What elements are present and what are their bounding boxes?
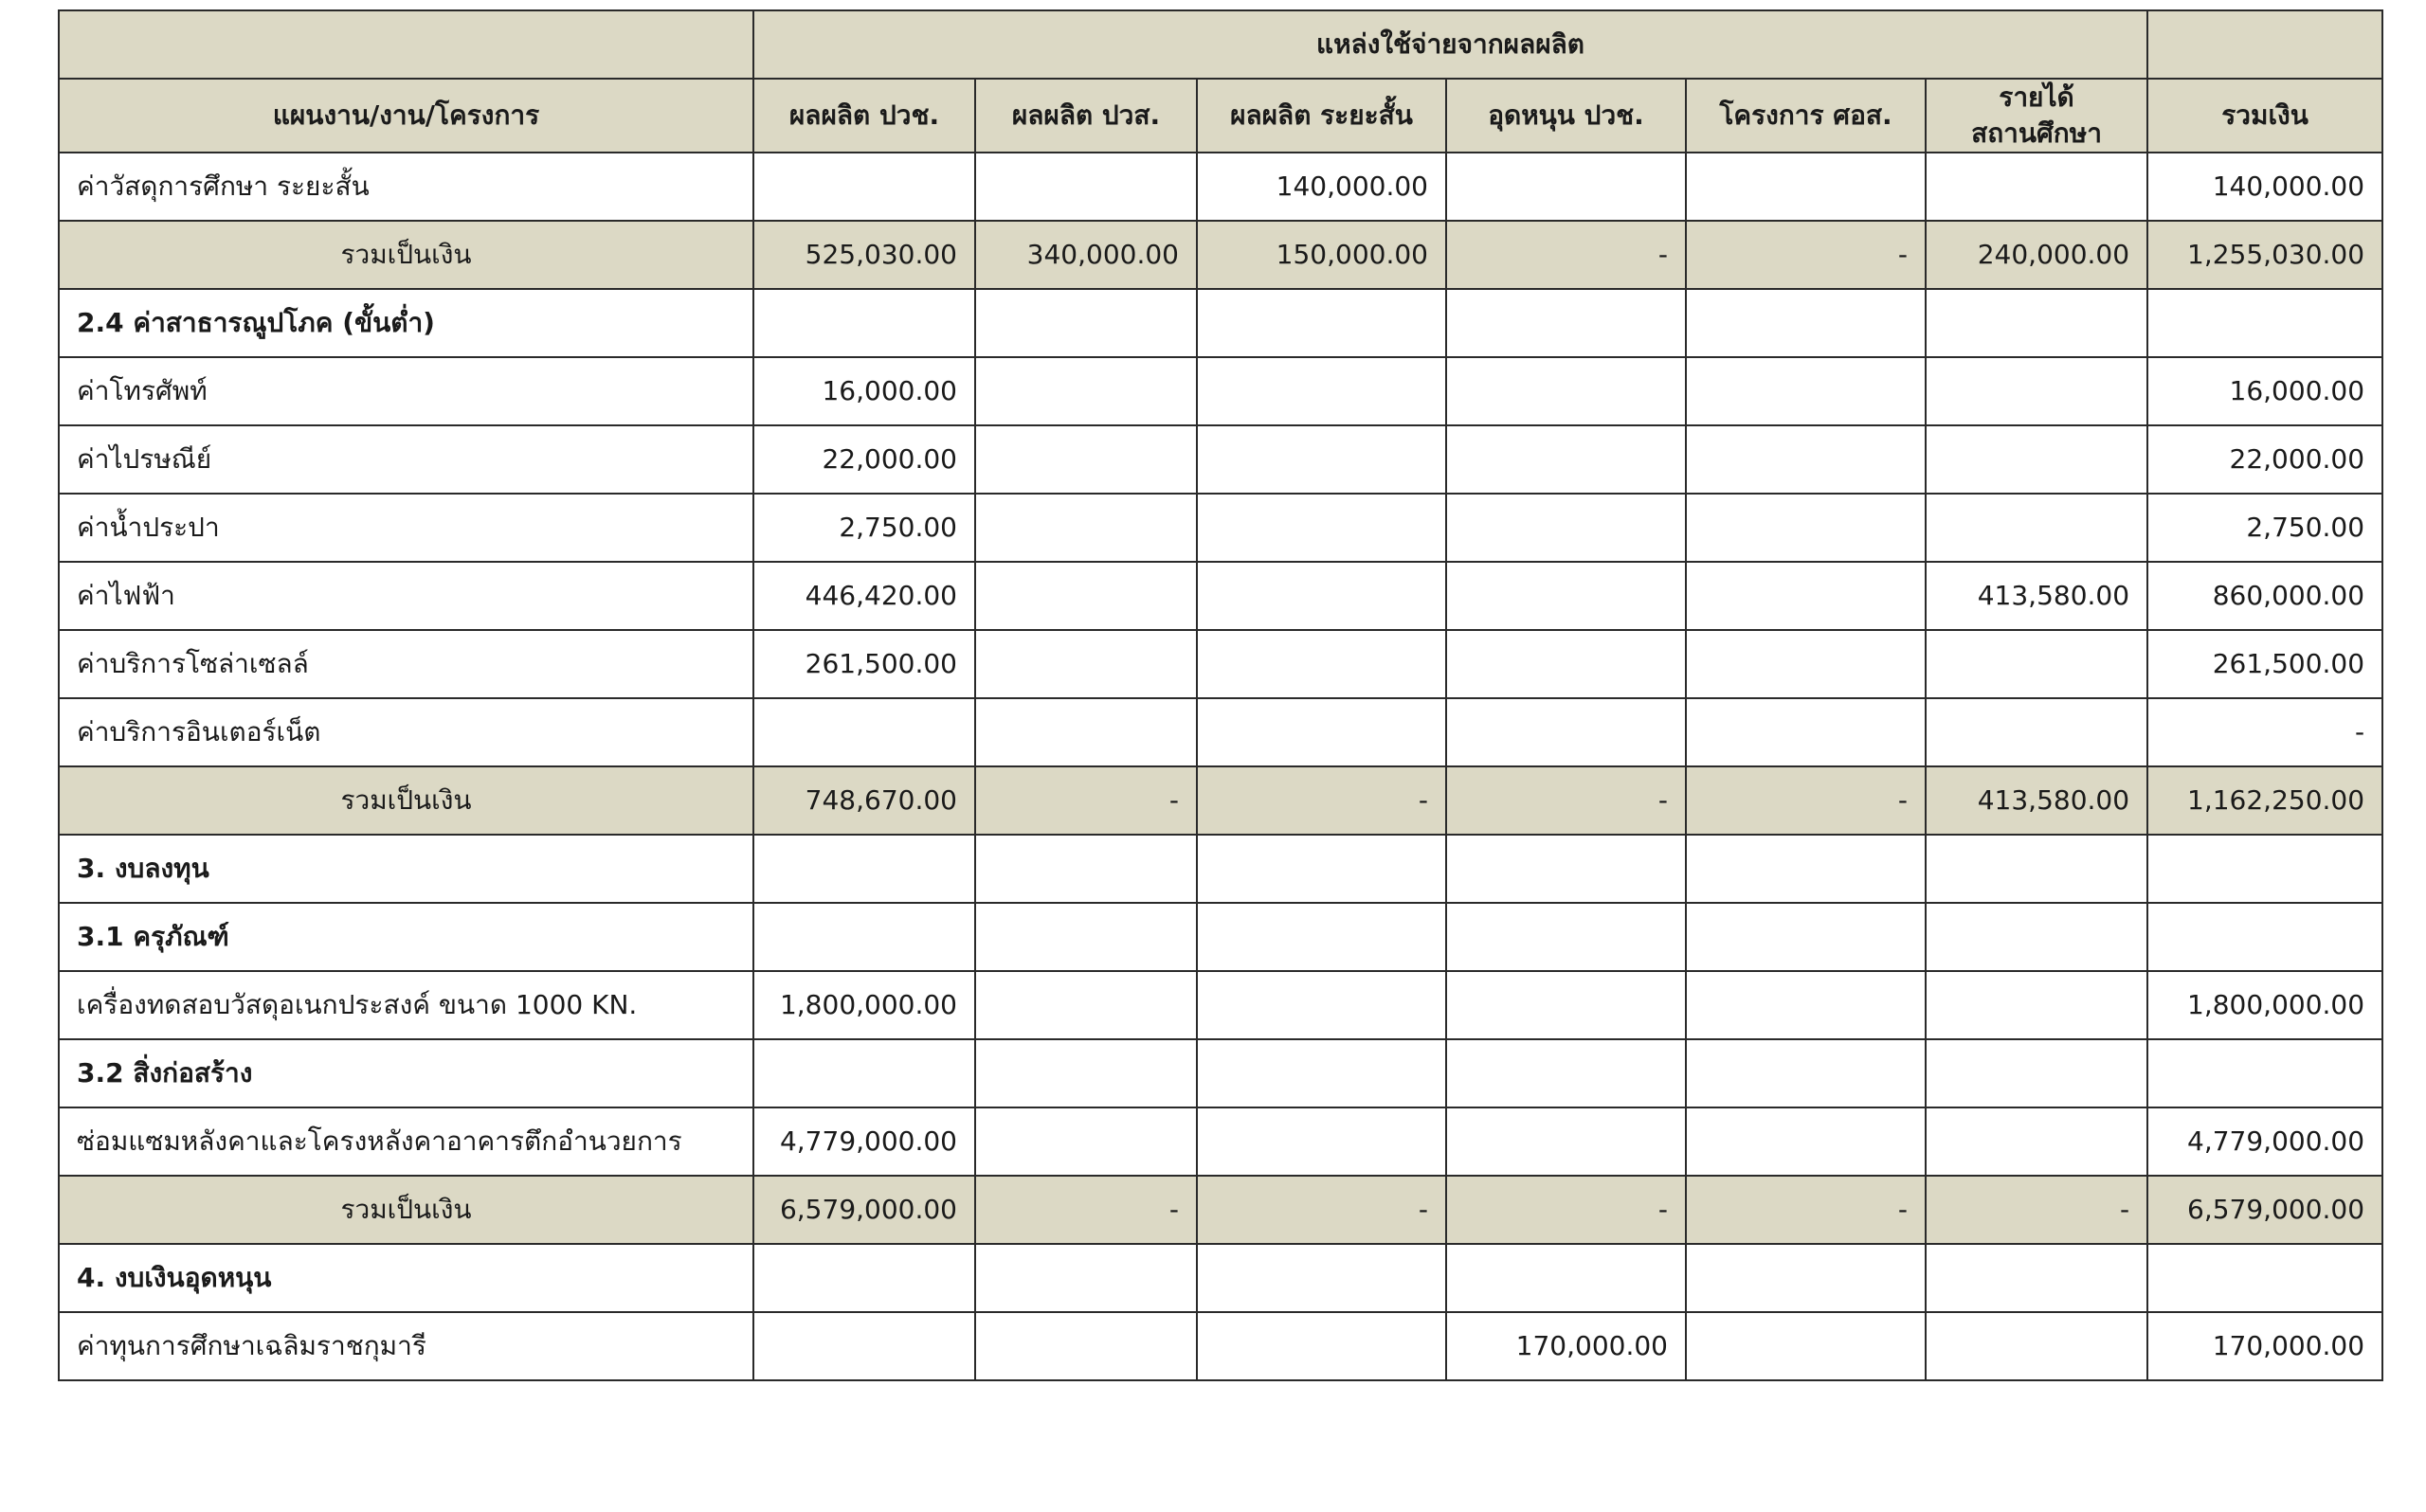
cell-income (1926, 1039, 2147, 1107)
table-row (59, 1312, 2382, 1380)
cell-pvoc: 16,000.00 (753, 357, 975, 425)
row-label: ค่าทุนการศึกษาเฉลิมราชกุมารี (59, 1312, 753, 1380)
cell-income: - (1926, 1176, 2147, 1244)
cell-pvoc: 4,779,000.00 (753, 1107, 975, 1176)
cell-subsidy (1446, 1244, 1686, 1312)
cell-total: 1,162,250.00 (2147, 766, 2382, 835)
cell-pvoc: 748,670.00 (753, 766, 975, 835)
cell-subsidy (1446, 698, 1686, 766)
cell-income (1926, 153, 2147, 221)
table-row (59, 153, 2382, 221)
cell-total (2147, 1244, 2382, 1312)
cell-income (1926, 903, 2147, 971)
cell-pvoc: 525,030.00 (753, 221, 975, 289)
row-label: ค่าน้ำประปา (59, 494, 753, 562)
cell-project (1686, 1312, 1926, 1380)
cell-phvoc (975, 1107, 1197, 1176)
cell-income (1926, 971, 2147, 1039)
cell-project (1686, 494, 1926, 562)
subtotal-row (59, 1176, 2382, 1244)
subtotal-row (59, 766, 2382, 835)
cell-subsidy (1446, 835, 1686, 903)
cell-project (1686, 835, 1926, 903)
cell-subsidy: - (1446, 1176, 1686, 1244)
cell-income (1926, 1312, 2147, 1380)
cell-subsidy (1446, 562, 1686, 630)
table-row (59, 630, 2382, 698)
table-row (59, 971, 2382, 1039)
cell-subsidy (1446, 289, 1686, 357)
section-row (59, 1244, 2382, 1312)
row-label: ซ่อมแซมหลังคาและโครงหลังคาอาคารตึกอำนวยการ (59, 1107, 753, 1176)
source-group-header: แหล่งใช้จ่ายจากผลผลิต (753, 10, 2147, 79)
cell-subsidy: - (1446, 766, 1686, 835)
cell-subsidy (1446, 630, 1686, 698)
cell-total: 261,500.00 (2147, 630, 2382, 698)
cell-subsidy (1446, 153, 1686, 221)
cell-short (1197, 425, 1446, 494)
row-label: รวมเป็นเงิน (59, 766, 753, 835)
cell-pvoc (753, 698, 975, 766)
cell-income (1926, 1107, 2147, 1176)
cell-phvoc (975, 903, 1197, 971)
cell-phvoc (975, 289, 1197, 357)
cell-short (1197, 835, 1446, 903)
col-header-income-line1: รายได้ (1999, 81, 2074, 113)
cell-income (1926, 835, 2147, 903)
cell-income: 413,580.00 (1926, 562, 2147, 630)
row-label: เครื่องทดสอบวัสดุอเนกประสงค์ ขนาด 1000 KN. (59, 971, 753, 1039)
cell-income: 240,000.00 (1926, 221, 2147, 289)
cell-short (1197, 630, 1446, 698)
cell-total: 1,255,030.00 (2147, 221, 2382, 289)
row-label: ค่าไฟฟ้า (59, 562, 753, 630)
cell-phvoc (975, 835, 1197, 903)
header-row-top (59, 10, 2382, 79)
cell-project (1686, 630, 1926, 698)
cell-pvoc (753, 153, 975, 221)
cell-pvoc (753, 835, 975, 903)
cell-short (1197, 1312, 1446, 1380)
cell-total: 2,750.00 (2147, 494, 2382, 562)
row-label: ค่าบริการโซล่าเซลล์ (59, 630, 753, 698)
cell-phvoc (975, 153, 1197, 221)
cell-phvoc (975, 494, 1197, 562)
cell-subsidy (1446, 494, 1686, 562)
table-row (59, 698, 2382, 766)
cell-total: 22,000.00 (2147, 425, 2382, 494)
cell-short (1197, 1039, 1446, 1107)
cell-phvoc (975, 1039, 1197, 1107)
subtotal-row (59, 221, 2382, 289)
cell-subsidy (1446, 1039, 1686, 1107)
cell-phvoc: - (975, 1176, 1197, 1244)
cell-phvoc: - (975, 766, 1197, 835)
cell-subsidy: 170,000.00 (1446, 1312, 1686, 1380)
cell-pvoc: 261,500.00 (753, 630, 975, 698)
section-row (59, 1039, 2382, 1107)
cell-project (1686, 1107, 1926, 1176)
cell-short (1197, 971, 1446, 1039)
table-row (59, 562, 2382, 630)
cell-income (1926, 698, 2147, 766)
cell-pvoc: 6,579,000.00 (753, 1176, 975, 1244)
cell-project (1686, 971, 1926, 1039)
section-row (59, 289, 2382, 357)
col-header-income-line2: สถานศึกษา (1971, 117, 2102, 149)
cell-phvoc (975, 357, 1197, 425)
cell-pvoc (753, 1312, 975, 1380)
row-label: 4. งบเงินอุดหนุน (59, 1244, 753, 1312)
section-row (59, 835, 2382, 903)
section-row (59, 903, 2382, 971)
cell-phvoc (975, 1312, 1197, 1380)
cell-total: 140,000.00 (2147, 153, 2382, 221)
table-row (59, 357, 2382, 425)
header-blank-cell (59, 10, 753, 79)
budget-table (58, 9, 2383, 1381)
cell-project (1686, 289, 1926, 357)
cell-phvoc (975, 630, 1197, 698)
cell-total (2147, 1039, 2382, 1107)
cell-project: - (1686, 221, 1926, 289)
table-row (59, 494, 2382, 562)
cell-project (1686, 357, 1926, 425)
cell-project (1686, 153, 1926, 221)
row-label: 2.4 ค่าสาธารณูปโภค (ขั้นต่ำ) (59, 289, 753, 357)
cell-total: 16,000.00 (2147, 357, 2382, 425)
cell-project: - (1686, 766, 1926, 835)
cell-total (2147, 835, 2382, 903)
cell-pvoc: 446,420.00 (753, 562, 975, 630)
cell-phvoc (975, 425, 1197, 494)
cell-total: 6,579,000.00 (2147, 1176, 2382, 1244)
cell-project (1686, 903, 1926, 971)
cell-income (1926, 357, 2147, 425)
row-label: ค่าไปรษณีย์ (59, 425, 753, 494)
cell-income (1926, 630, 2147, 698)
cell-subsidy (1446, 971, 1686, 1039)
cell-total: 860,000.00 (2147, 562, 2382, 630)
col-header-project: โครงการ ศอส. (1686, 79, 1926, 153)
cell-pvoc (753, 903, 975, 971)
row-label: 3.2 สิ่งก่อสร้าง (59, 1039, 753, 1107)
col-header-phvoc: ผลผลิต ปวส. (975, 79, 1197, 153)
cell-short (1197, 903, 1446, 971)
cell-pvoc (753, 1039, 975, 1107)
cell-short (1197, 289, 1446, 357)
cell-subsidy: - (1446, 221, 1686, 289)
header-row-columns (59, 79, 2382, 153)
cell-total (2147, 289, 2382, 357)
cell-total: - (2147, 698, 2382, 766)
table-body (59, 153, 2382, 1380)
cell-short: - (1197, 1176, 1446, 1244)
table-row (59, 425, 2382, 494)
cell-short (1197, 494, 1446, 562)
cell-project (1686, 1244, 1926, 1312)
cell-phvoc: 340,000.00 (975, 221, 1197, 289)
cell-phvoc (975, 971, 1197, 1039)
cell-project (1686, 425, 1926, 494)
cell-short: 140,000.00 (1197, 153, 1446, 221)
cell-subsidy (1446, 1107, 1686, 1176)
cell-total: 4,779,000.00 (2147, 1107, 2382, 1176)
cell-income (1926, 289, 2147, 357)
cell-short (1197, 1107, 1446, 1176)
cell-project (1686, 1039, 1926, 1107)
col-header-income (1926, 79, 2147, 153)
row-label: 3. งบลงทุน (59, 835, 753, 903)
col-header-pvoc: ผลผลิต ปวช. (753, 79, 975, 153)
cell-project (1686, 698, 1926, 766)
cell-income (1926, 494, 2147, 562)
table-header (59, 10, 2382, 153)
col-header-subsidy: อุดหนุน ปวช. (1446, 79, 1686, 153)
cell-project (1686, 562, 1926, 630)
cell-phvoc (975, 698, 1197, 766)
row-label: รวมเป็นเงิน (59, 1176, 753, 1244)
row-label: 3.1 ครุภัณฑ์ (59, 903, 753, 971)
row-label: ค่าโทรศัพท์ (59, 357, 753, 425)
cell-subsidy (1446, 357, 1686, 425)
col-header-short: ผลผลิต ระยะสั้น (1197, 79, 1446, 153)
cell-short (1197, 1244, 1446, 1312)
cell-total: 1,800,000.00 (2147, 971, 2382, 1039)
cell-income (1926, 425, 2147, 494)
cell-pvoc: 1,800,000.00 (753, 971, 975, 1039)
cell-short (1197, 562, 1446, 630)
header-blank-cell-right (2147, 10, 2382, 79)
cell-short: - (1197, 766, 1446, 835)
row-label: ค่าบริการอินเตอร์เน็ต (59, 698, 753, 766)
cell-pvoc: 2,750.00 (753, 494, 975, 562)
cell-subsidy (1446, 425, 1686, 494)
cell-pvoc: 22,000.00 (753, 425, 975, 494)
cell-total: 170,000.00 (2147, 1312, 2382, 1380)
cell-short (1197, 698, 1446, 766)
cell-short: 150,000.00 (1197, 221, 1446, 289)
cell-phvoc (975, 1244, 1197, 1312)
cell-income (1926, 1244, 2147, 1312)
cell-short (1197, 357, 1446, 425)
cell-income: 413,580.00 (1926, 766, 2147, 835)
row-label: ค่าวัสดุการศึกษา ระยะสั้น (59, 153, 753, 221)
col-header-total: รวมเงิน (2147, 79, 2382, 153)
cell-subsidy (1446, 903, 1686, 971)
cell-pvoc (753, 1244, 975, 1312)
cell-phvoc (975, 562, 1197, 630)
cell-project: - (1686, 1176, 1926, 1244)
cell-pvoc (753, 289, 975, 357)
row-label: รวมเป็นเงิน (59, 221, 753, 289)
table-row (59, 1107, 2382, 1176)
cell-total (2147, 903, 2382, 971)
col-header-plan: แผนงาน/งาน/โครงการ (59, 79, 753, 153)
